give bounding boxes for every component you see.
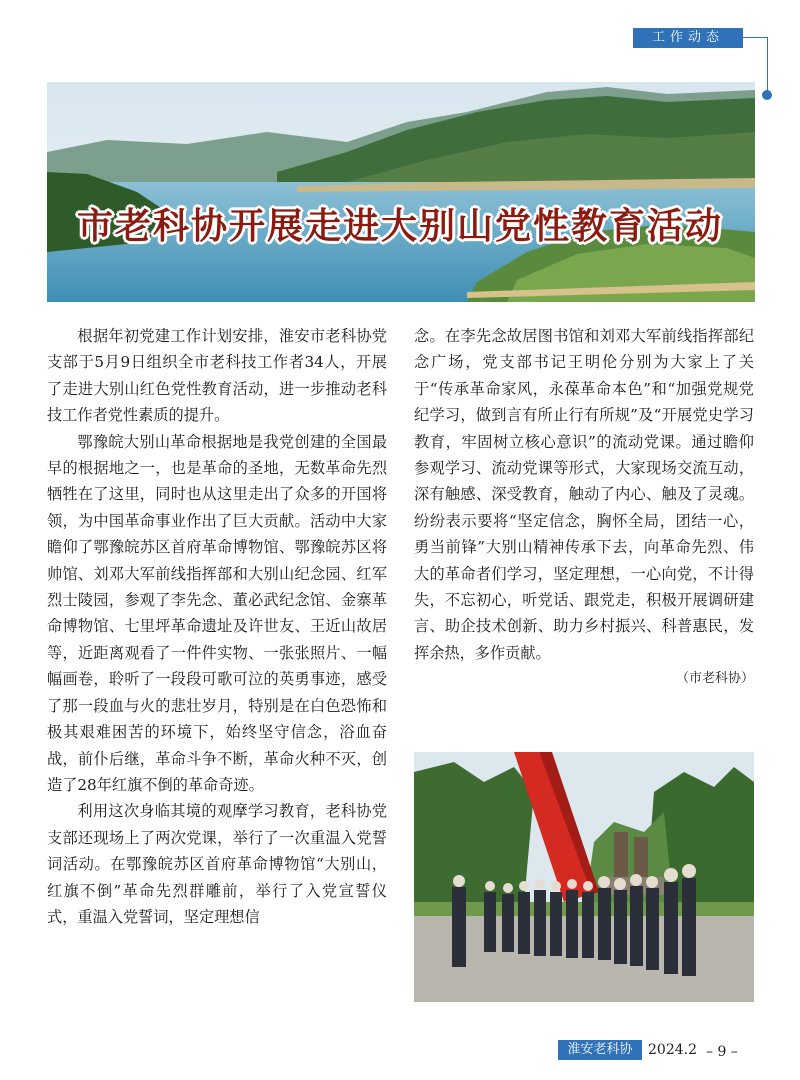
tag-dot — [762, 90, 772, 100]
article-column-right — [414, 323, 754, 693]
hero-banner-image — [47, 82, 755, 302]
lake-landscape-illustration — [47, 82, 755, 302]
article-source: （市老科协） — [675, 671, 754, 687]
paragraph: 利用这次身临其境的观摩学习教育，老科协党支部还现场上了两次党课，举行了一次重温入党誓词活动。在鄂豫皖苏区首府革命博物馆“大别山，红旗不倒”革命先烈群雕前，举行了入党宣誓仪式，重温入党誓词，坚定理想信 — [47, 802, 387, 926]
issue-number: 2024.2 — [648, 1042, 697, 1058]
article-title: 市老科协开展走进大别山党性教育活动 — [76, 205, 723, 247]
group-at-monument-illustration — [414, 752, 754, 1002]
journal-name-badge: 淮安老科协 — [558, 1040, 642, 1060]
section-tag: 工作动态 — [633, 28, 743, 48]
paragraph: 鄂豫皖大别山革命根据地是我党创建的全国最早的根据地之一，也是革命的圣地，无数革命先烈牺牲在了这里，同时也从这里走出了众多的开国将领，为中国革命事业作出了巨大贡献。活动中大家瞻仰了鄂豫皖苏区首府革命博物馆、鄂豫皖苏区将帅馆、刘邓大军前线指挥部和大别山纪念园、红军烈士陵园，参观了李先念、董必武纪念馆、金寨革命博物馆、七里坪革命遗址及许世友、王近山故居等，近距离观看了一件件实物、一张张照片、一幅幅画卷，聆听了一段段可歌可泣的英勇事迹，感受了那一段血与火的悲壮岁月，特别是在白色恐怖和极其艰难困苦的环境下，始终坚守信念，浴血奋战，前仆后继，革命斗争不断，革命火种不灭，创造了28年红旗不倒的革命奇迹。 — [47, 432, 387, 794]
tag-connector-line — [743, 37, 768, 38]
group-photo — [414, 752, 754, 1002]
article-column-left — [47, 323, 387, 930]
page-number: – 9 – — [706, 1044, 738, 1060]
tag-connector-line-vertical — [767, 37, 768, 93]
paragraph: 根据年初党建工作计划安排，淮安市老科协党支部于5月9日组织全市老科技工作者34人，开展了走进大别山红色党性教育活动，进一步推动老科技工作者党性素质的提升。 — [47, 327, 387, 425]
paragraph: 念。在李先念故居图书馆和刘邓大军前线指挥部纪念广场，党支部书记王明伦分别为大家上了关于“传承革命家风，永葆革命本色”和“加强党规党纪学习，做到言有所止行有所规”及“开展党史学习教育，牢固树立核心意识”的流动党课。通过瞻仰参观学习、流动党课等形式，大家现场交流互动，深有触感、深受教育，触动了内心、触及了灵魂。纷纷表示要将“坚定信念，胸怀全局，团结一心，勇当前锋”大别山精神传承下去，向革命先烈、伟大的革命者们学习，坚定理想，一心向党，不计得失，不忘初心，听党话、跟党走，积极开展调研建言、助企技术创新、助力乡村振兴、科普惠民，发挥余热，多作贡献。 — [414, 327, 754, 662]
